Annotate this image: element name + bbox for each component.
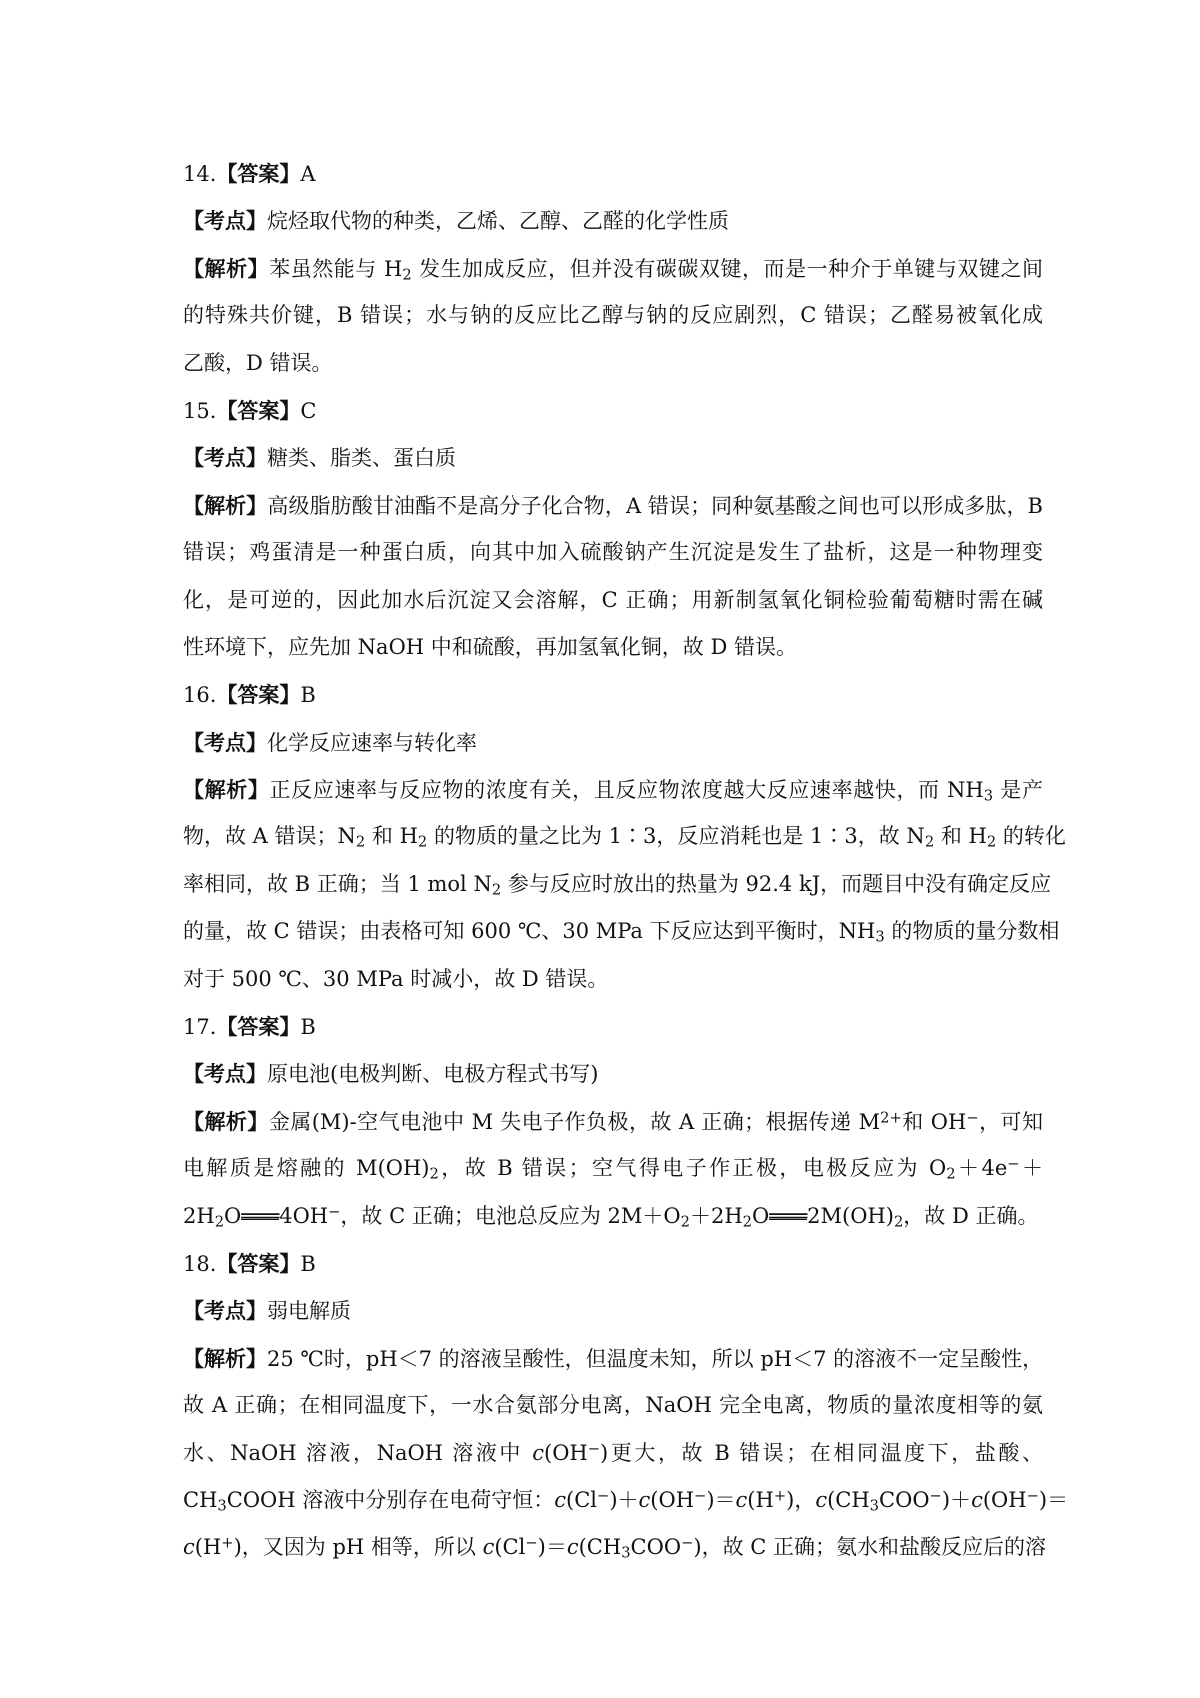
analysis-line: 【解析】高级脂肪酸甘油酯不是高分子化合物，A 错误；同种氨基酸之间也可以形成多肽，B [183,492,1043,518]
question-number: 14. [183,162,217,186]
analysis-line: 率相同，故 B 正确；当 1 mol $N_2$ 参与反应时放出的热量为 92.4 kJ，而题目中没有确定反应 [183,871,1052,899]
analysis-17 [183,1098,1043,1240]
analysis-14 [183,245,1043,387]
point-text: 原电池(电极判断、电极方程式书写) [267,1062,599,1087]
analysis-line: 【解析】苯虽然能与 $H_2$ 发生加成反应，但并没有碳碳双键，而是一种介于单键与双键之间 [183,255,1043,284]
document-body [183,150,1069,1572]
answer-value: B [300,683,316,708]
analysis-line: 【解析】正反应速率与反应物的浓度有关，且反应物浓度越大反应速率越快，而 $NH_3$ 是产 [183,777,1043,805]
point-line-18 [183,1287,1043,1334]
answer-line-14 [183,150,1043,197]
question-number: 18. [183,1251,217,1276]
analysis-line: $CH_3COOH$ 溶液中分别存在电荷守恒：c(Cl−)＋c(OH−)＝c(H+)，$c(CH_3COO^-)+c(OH^-)=$ [183,1487,1069,1515]
analysis-line: 性环境下，应先加 NaOH 中和硫酸，再加氢氧化铜，故 D 错误。 [183,634,797,659]
point-text: 烷烃取代物的种类，乙烯、乙醇、乙醛的化学性质 [267,209,729,234]
point-tag: 【考点】 [183,445,267,471]
point-text: 弱电解质 [267,1299,351,1324]
point-tag: 【考点】 [183,1061,267,1087]
analysis-line: 的特殊共价键，B 错误；水与钠的反应比乙醇与钠的反应剧烈，C 错误；乙醛易被氧化成 [183,303,1043,328]
answer-value: B [300,1015,316,1040]
analysis-line: 电解质是熔融的 $M(OH)_2$，故 B 错误；空气得电子作正极，电极反应为 $O_2+4e^-+$ [183,1155,1044,1183]
answer-tag: 【答案】 [216,682,301,708]
analysis-15 [183,482,1043,672]
answer-tag: 【答案】 [216,397,301,423]
analysis-line: 故 A 正确；在相同温度下，一水合氨部分电离，NaOH 完全电离，物质的量浓度相等的氨 [183,1393,1043,1418]
point-text: 糖类、脂类、蛋白质 [267,446,456,471]
question-number: 15. [183,398,217,423]
point-tag: 【考点】 [183,729,267,755]
point-line-17 [183,1050,1043,1097]
analysis-line: c(H+)，又因为 pH 相等，所以 $c(Cl^-)=c(CH_3COO^-)$，故 C 正确；氨水和盐酸反应后的溶 [183,1534,1046,1562]
analysis-line: 【解析】金属(M)-空气电池中 M 失电子作负极，故 A 正确；根据传递 $M^{2+}$和 OH−，可知 [183,1108,1044,1134]
answer-value: A [300,162,316,186]
analysis-line: 乙酸，D 错误。 [183,350,333,375]
answer-tag: 【答案】 [216,1250,301,1276]
answer-line-15 [183,387,1043,434]
analysis-16 [183,766,1066,1003]
analysis-line: 【解析】25 ℃时，pH＜7 的溶液呈酸性，但温度未知，所以 pH＜7 的溶液不一定呈酸性， [183,1345,1044,1371]
point-line-16 [183,719,1043,766]
analysis-line: 对于 500 ℃、30 MPa 时减小，故 D 错误。 [183,966,609,991]
point-tag: 【考点】 [183,1298,267,1324]
analysis-line: 物，故 A 错误；$N_2$ 和 $H_2$ 的物质的量之比为 1∶3，反应消耗也是 1∶3，故 $N_2$ 和 $H_2$ 的转化 [183,824,1066,852]
answer-tag: 【答案】 [216,1014,301,1040]
point-tag: 【考点】 [183,208,267,234]
analysis-line: 错误；鸡蛋清是一种蛋白质，向其中加入硫酸钠产生沉淀是发生了盐析，这是一种物理变 [183,540,1043,565]
answer-tag: 【答案】 [216,161,301,186]
answer-value: C [300,398,317,423]
analysis-line: 化，是可逆的，因此加水后沉淀又会溶解，C 正确；用新制氢氧化铜检验葡萄糖时需在碱 [183,587,1043,612]
point-line-14 [183,197,1043,244]
point-text: 化学反应速率与转化率 [267,730,477,755]
answer-line-16 [183,671,1043,718]
answer-line-18 [183,1240,1043,1287]
analysis-18 [183,1335,1069,1572]
point-line-15 [183,434,1043,481]
analysis-line: $2H_2O═══4OH^-$，故 C 正确；电池总反应为 $2M+O_2+2H_2O═══2M(OH)_2$，故 D 正确。 [183,1193,1043,1240]
question-number: 17. [183,1015,217,1040]
answer-line-17 [183,1003,1043,1050]
analysis-line: 的量，故 C 错误；由表格可知 600 ℃、30 MPa 下反应达到平衡时，$NH_3$ 的物质的量分数相 [183,919,1060,946]
answer-value: B [300,1251,316,1276]
question-number: 16. [183,683,217,708]
analysis-line: 水、NaOH 溶液，NaOH 溶液中 c(OH−)更大，故 B 错误；在相同温度下，盐酸、 [183,1439,1043,1465]
